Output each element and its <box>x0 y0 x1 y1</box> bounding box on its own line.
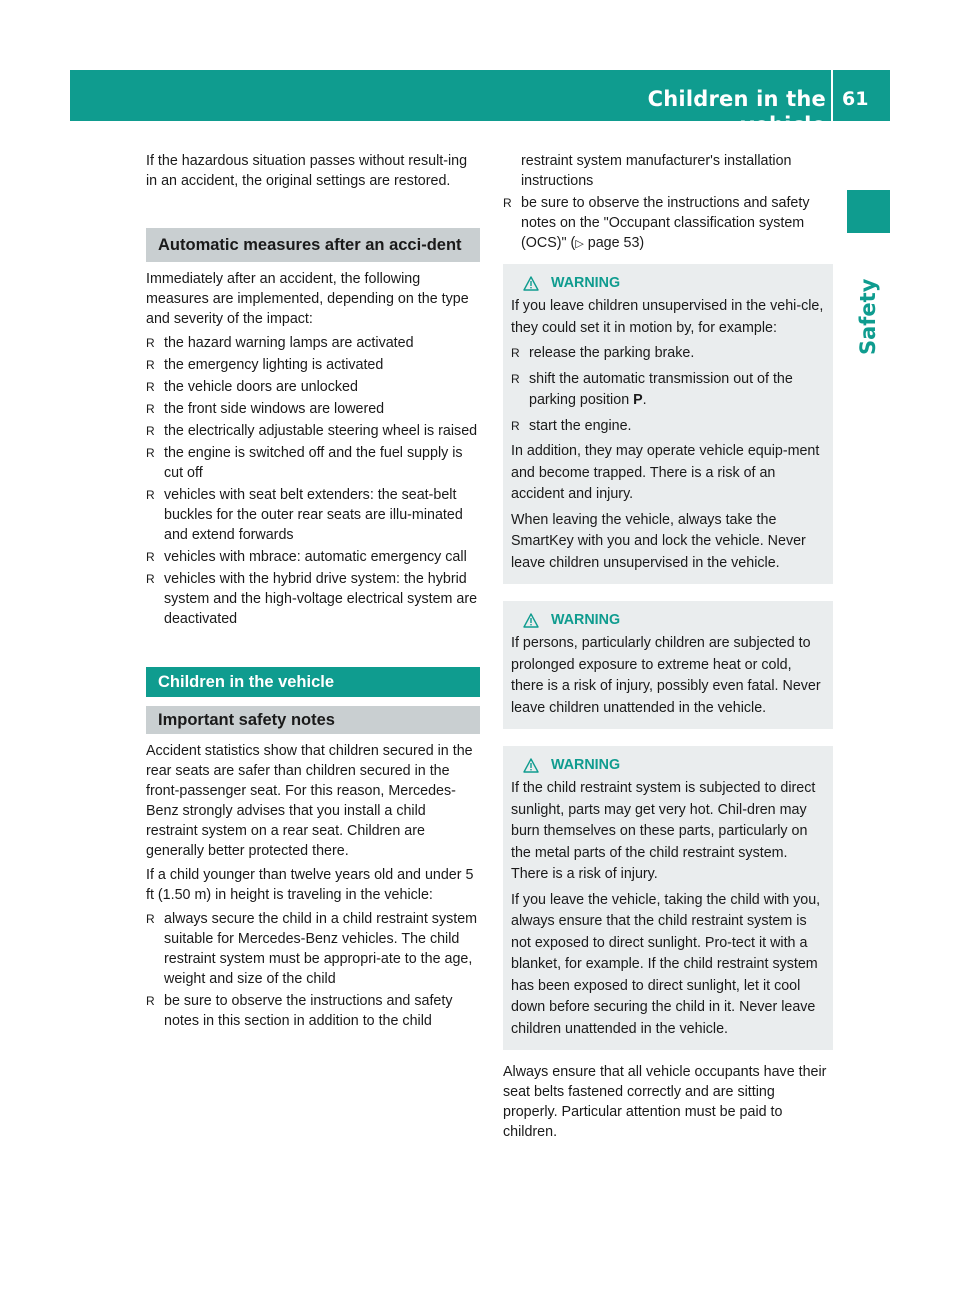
warning-title: WARNING <box>511 273 825 293</box>
list-item: R the engine is switched off and the fuel supply is cut off <box>146 443 480 483</box>
child-list <box>146 909 480 1031</box>
warning-text: If you leave the vehicle, taking the child with you, always ensure that the child restraint system is not exposed to direct sunlight. Pro-tect it with a blanket, for example. If the child restraint system has been exposed to direct sunlight, let it cool down before securing the child in it. Never leave children unattended in the vehicle. <box>511 891 821 1037</box>
warning-title: WARNING <box>511 610 825 630</box>
ocs-text: be sure to observe the instructions and safety notes on the "Occupant classification system (OCS)" ( <box>521 195 810 251</box>
warning-box-heat-cold <box>503 601 833 729</box>
safety-paragraph-1: Accident statistics show that children secured in the rear seats are safer than children secured in the front-passenger seat. For this reason, Mercedes-Benz strongly advises that you install a child restraint system on a rear seat. Children are generally better protected there. <box>146 743 473 859</box>
warning-text: If the child restraint system is subjected to direct sunlight, parts may get very hot. Chil-dren may burn themselves on these parts, particularly on the metal parts of the child restraint system. There is a risk of injury. <box>511 780 816 882</box>
subsection-heading-safety-notes: Important safety notes <box>146 706 480 734</box>
warning-triangle-icon <box>523 276 539 291</box>
intro-paragraph: If the hazardous situation passes without result-ing in an accident, the original settings are restored. <box>146 153 468 189</box>
warning-title: WARNING <box>511 755 825 775</box>
section-intro: Immediately after an accident, the following measures are implemented, depending on the type and severity of the impact: <box>146 271 469 327</box>
right-column <box>503 151 833 1142</box>
warning-triangle-icon <box>523 613 539 628</box>
list-item: R be sure to observe the instructions and safety notes in this section in addition to the child <box>146 991 480 1031</box>
measures-list <box>146 333 480 629</box>
left-column <box>146 151 480 1031</box>
page-number: 61 <box>842 88 869 110</box>
header-divider <box>831 70 833 121</box>
list-item: R start the engine. <box>511 416 825 438</box>
list-item: R the electrically adjustable steering wheel is raised <box>146 421 480 441</box>
list-item: R shift the automatic transmission out of the parking position P. <box>511 369 825 412</box>
warning-text: When leaving the vehicle, always take the SmartKey with you and lock the vehicle. Never leave children unsupervised in the vehicle. <box>511 511 806 571</box>
list-item: R vehicles with seat belt extenders: the seat-belt buckles for the outer rear seats are illu-minated and extend forwards <box>146 485 480 545</box>
list-item: R the emergency lighting is activated <box>146 355 480 375</box>
warning-text: If persons, particularly children are subjected to prolonged exposure to extreme heat or cold, there is a risk of injury, possibly even fatal. Never leave children unattended in the vehicle. <box>511 635 821 716</box>
warning-triangle-icon <box>523 758 539 773</box>
safety-paragraph-2: If a child younger than twelve years old and under 5 ft (1.50 m) in height is traveling in the vehicle: <box>146 867 474 903</box>
warning-text: If you leave children unsupervised in the vehi-cle, they could set it in motion by, for example: <box>511 298 824 336</box>
list-item: R vehicles with the hybrid drive system: the hybrid system and the high-voltage electrical system are deactivated <box>146 569 480 629</box>
list-item: R always secure the child in a child restraint system suitable for Mercedes-Benz vehicles. The child restraint system must be appropri-ate to the age, weight and size of the child <box>146 909 480 989</box>
section-heading-automatic-measures: Automatic measures after an acci-dent <box>146 228 480 262</box>
list-item: R the vehicle doors are unlocked <box>146 377 480 397</box>
page-ref-arrow-icon: ▷ <box>575 238 584 250</box>
list-item: R the hazard warning lamps are activated <box>146 333 480 353</box>
page-reference-link[interactable]: page 53) <box>583 235 645 251</box>
chapter-tab-marker <box>847 190 890 233</box>
list-item-ocs <box>503 193 833 254</box>
warning-box-sunlight <box>503 746 833 1050</box>
warning-text: In addition, they may operate vehicle equip-ment and become trapped. There is a risk of an accident and injury. <box>511 443 820 502</box>
closing-paragraph: Always ensure that all vehicle occupants have their seat belts fastened correctly and are sitting properly. Particular attention must be paid to children. <box>503 1064 827 1140</box>
list-item: R the front side windows are lowered <box>146 399 480 419</box>
page-title: Children in the vehicle <box>647 87 826 137</box>
list-item: R release the parking brake. <box>511 343 825 365</box>
section-heading-children: Children in the vehicle <box>146 667 480 697</box>
chapter-label: Safety <box>856 278 880 355</box>
warning-box-unsupervised <box>503 264 833 584</box>
continued-text: restraint system manufacturer's installation instructions <box>521 153 792 189</box>
list-item: R vehicles with mbrace: automatic emergency call <box>146 547 480 567</box>
